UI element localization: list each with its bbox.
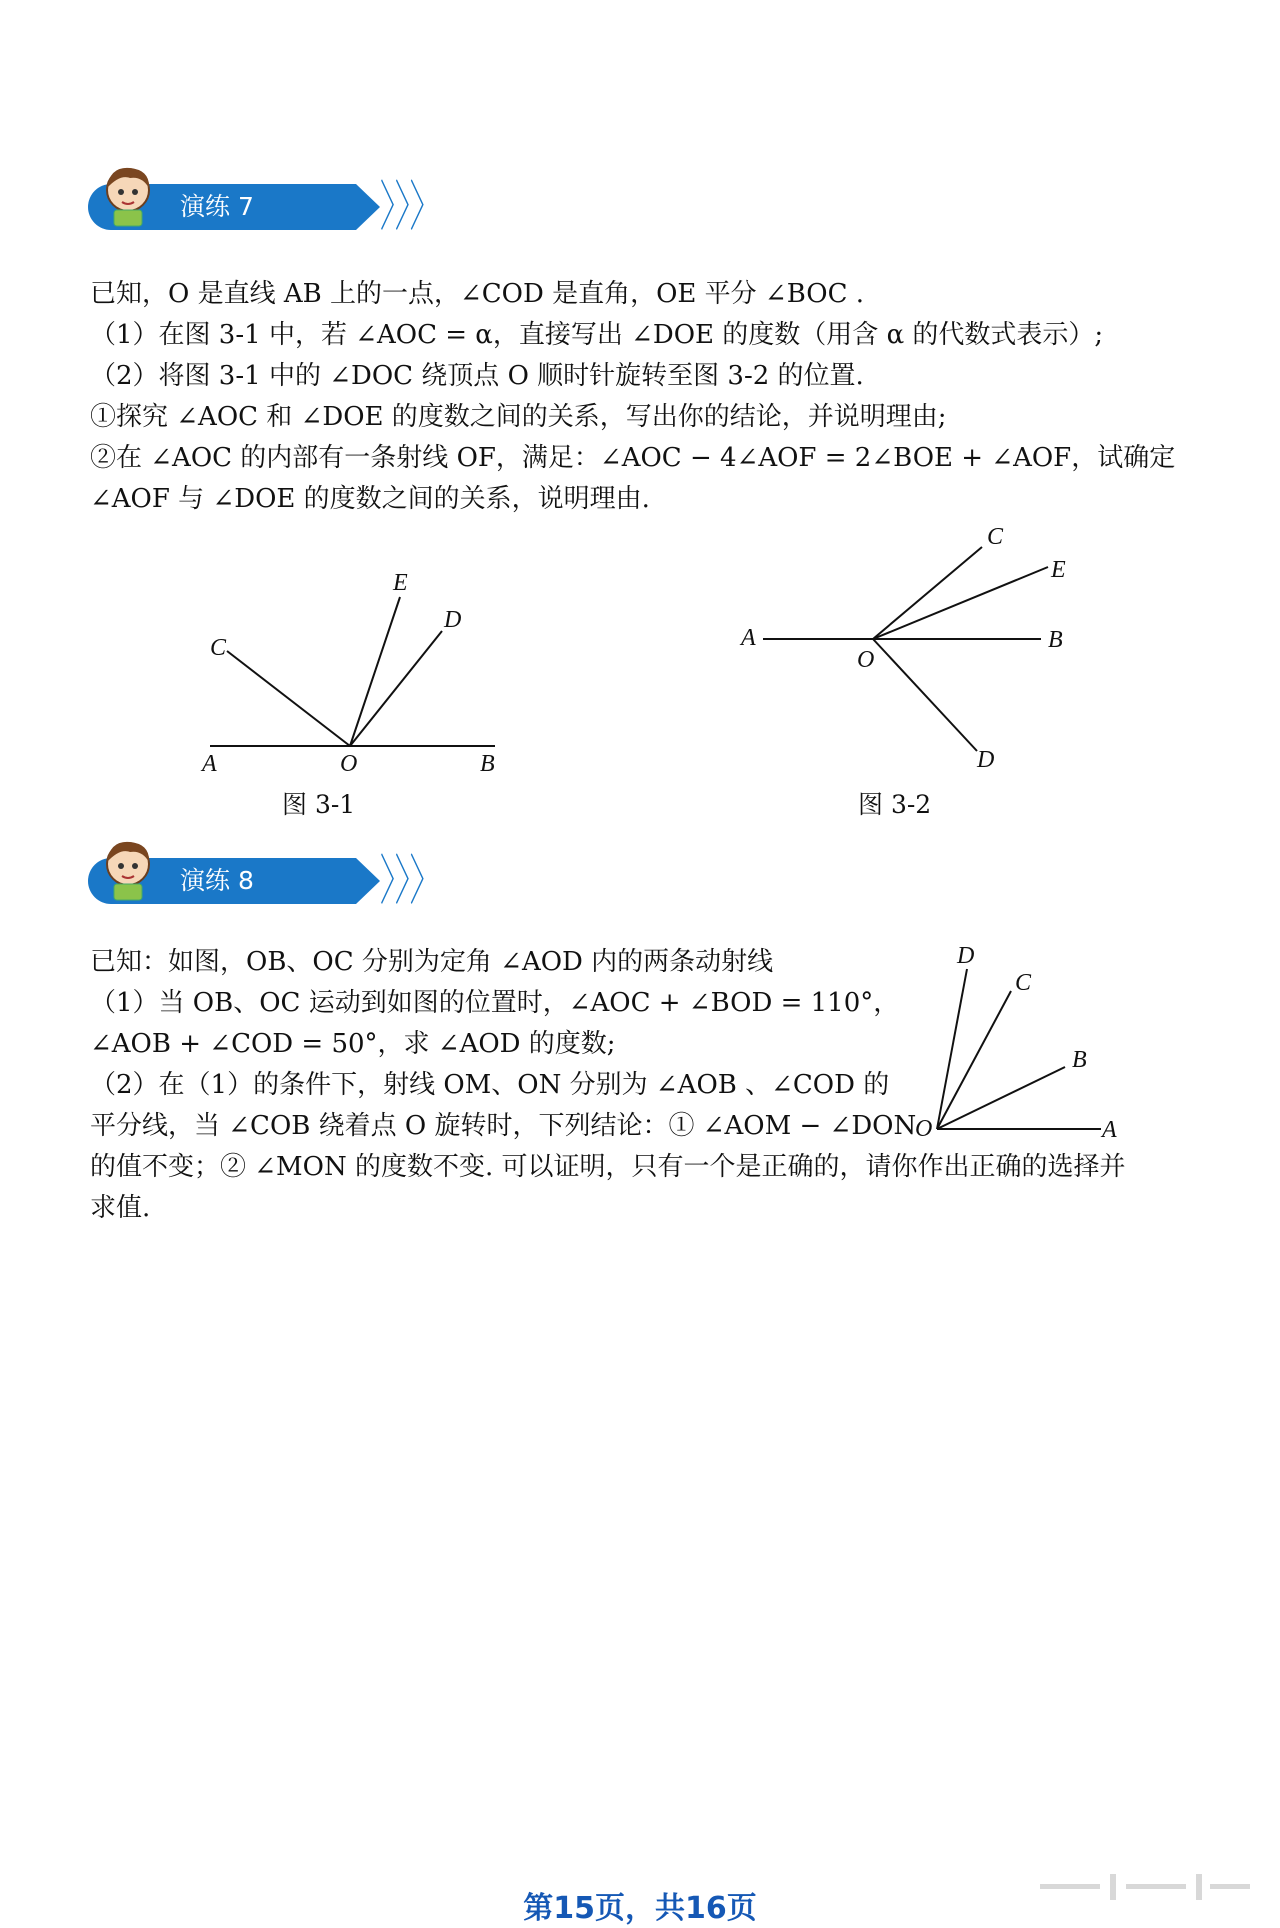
ray-oc bbox=[873, 547, 982, 639]
label-b: B bbox=[1072, 1047, 1087, 1073]
figure-3-2-caption: 图 3-2 bbox=[858, 790, 932, 819]
label-c: C bbox=[210, 635, 227, 661]
exercise-8-line: 求值. bbox=[90, 1193, 151, 1223]
exercise-8-line: ∠AOB + ∠COD = 50°，求 ∠AOD 的度数; bbox=[90, 1029, 616, 1059]
label-b: B bbox=[1048, 627, 1063, 653]
label-o: O bbox=[915, 1116, 933, 1142]
chevron-icon: 〉〉〉 bbox=[380, 849, 440, 912]
exercise-7-line: ∠AOF 与 ∠DOE 的度数之间的关系，说明理由. bbox=[90, 484, 650, 514]
ray-oe bbox=[350, 597, 400, 746]
banner-arrow-tip bbox=[356, 858, 380, 904]
label-a: A bbox=[202, 751, 217, 777]
student-avatar-icon bbox=[100, 164, 156, 228]
figure-3-2 bbox=[735, 515, 1095, 785]
ray-ob bbox=[937, 1067, 1065, 1129]
exercise-8-line: 已知：如图，OB、OC 分别为定角 ∠AOD 内的两条动射线 bbox=[90, 947, 774, 977]
exercise-7-line: ②在 ∠AOC 的内部有一条射线 OF，满足：∠AOC − 4∠AOF = 2∠BOE + ∠AOF，试确定 bbox=[90, 443, 1176, 473]
label-a: A bbox=[741, 625, 756, 651]
banner-arrow-tip bbox=[356, 184, 380, 230]
exercise-7-line: （1）在图 3-1 中，若 ∠AOC = α，直接写出 ∠DOE 的度数（用含 α 的代数式表示）; bbox=[90, 320, 1104, 350]
ray-oc bbox=[937, 991, 1011, 1129]
label-e: E bbox=[1051, 557, 1066, 583]
label-c: C bbox=[987, 524, 1004, 550]
label-b: B bbox=[480, 751, 495, 777]
label-o: O bbox=[857, 647, 875, 673]
exercise-8-line: （2）在（1）的条件下，射线 OM、ON 分别为 ∠AOB 、∠COD 的 bbox=[90, 1070, 890, 1100]
exercise-8-line: 的值不变；② ∠MON 的度数不变. 可以证明，只有一个是正确的，请你作出正确的选择并 bbox=[90, 1152, 1126, 1182]
figure-3-1 bbox=[190, 555, 520, 785]
ray-oc bbox=[227, 651, 350, 746]
ray-od bbox=[937, 969, 967, 1129]
label-d: D bbox=[444, 607, 462, 633]
exercise-7-line: （2）将图 3-1 中的 ∠DOC 绕顶点 O 顺时针旋转至图 3-2 的位置. bbox=[90, 361, 864, 391]
exercise-8-line: （1）当 OB、OC 运动到如图的位置时，∠AOC + ∠BOD = 110°， bbox=[90, 988, 900, 1018]
label-d: D bbox=[977, 747, 995, 773]
figure-exercise-8 bbox=[905, 945, 1130, 1150]
figure-3-1-caption: 图 3-1 bbox=[282, 790, 356, 819]
exercise-7-banner bbox=[88, 168, 440, 238]
label-a: A bbox=[1102, 1117, 1117, 1143]
label-o: O bbox=[340, 751, 358, 777]
chevron-icon: 〉〉〉 bbox=[380, 175, 440, 238]
ray-od bbox=[873, 639, 977, 751]
page-number: 第15页，共16页 bbox=[523, 1891, 757, 1926]
exercise-7-text bbox=[90, 274, 1200, 520]
label-e: E bbox=[393, 570, 408, 596]
label-c: C bbox=[1015, 970, 1032, 996]
exercise-8-banner bbox=[88, 842, 440, 912]
exercise-7-title: 演练 7 bbox=[180, 192, 254, 221]
exercise-8-line: 平分线，当 ∠COB 绕着点 O 旋转时，下列结论：① ∠AOM − ∠DON bbox=[90, 1111, 917, 1141]
label-d: D bbox=[957, 945, 975, 969]
exercise-8-title: 演练 8 bbox=[180, 866, 254, 895]
student-avatar-icon bbox=[100, 838, 156, 902]
ray-oe bbox=[873, 567, 1048, 639]
exercise-7-line: 已知，O 是直线 AB 上的一点，∠COD 是直角，OE 平分 ∠BOC . bbox=[90, 279, 865, 309]
ray-od bbox=[350, 631, 442, 746]
bottom-bars-icon bbox=[1040, 1874, 1260, 1900]
exercise-7-line: ①探究 ∠AOC 和 ∠DOE 的度数之间的关系，写出你的结论，并说明理由; bbox=[90, 402, 947, 432]
